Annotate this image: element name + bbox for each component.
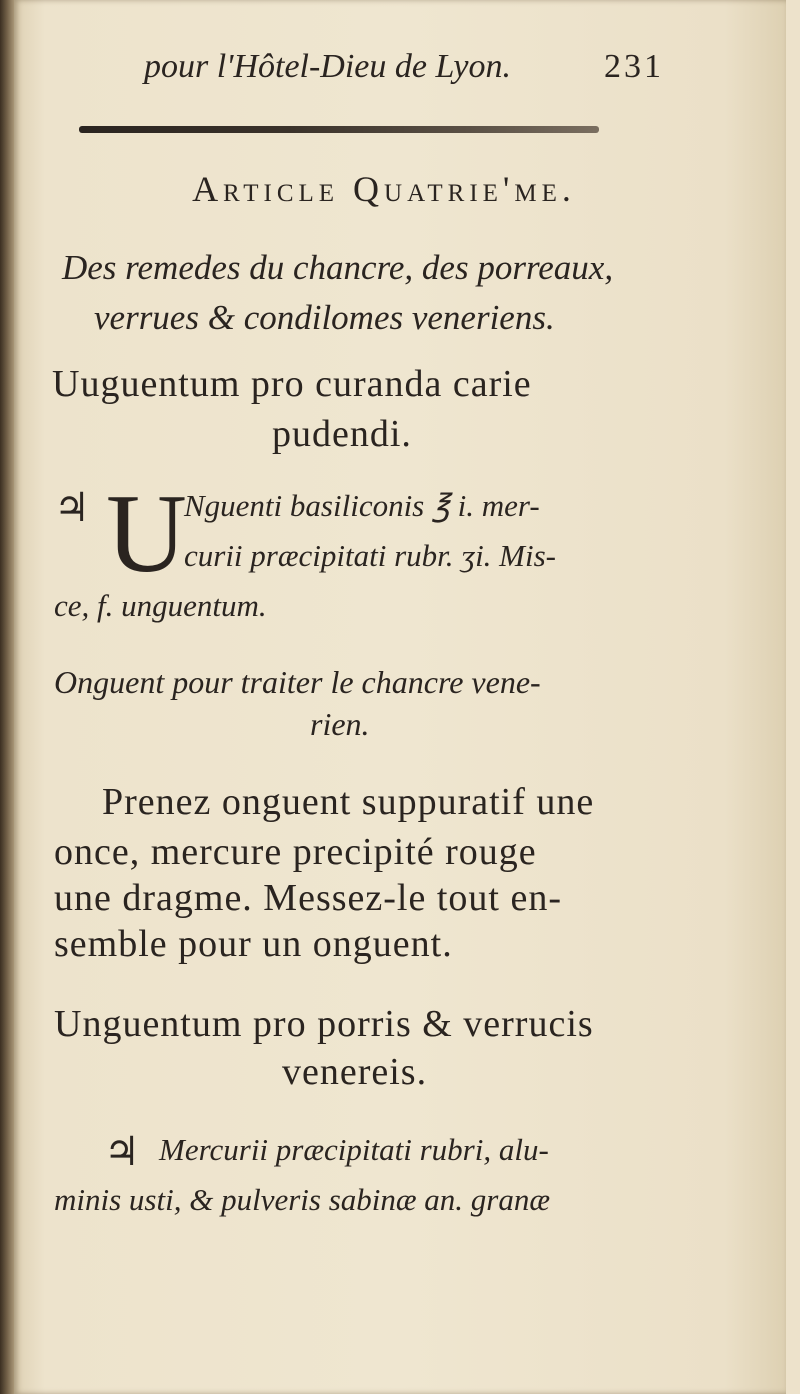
ornamental-rule [79,126,599,133]
book-page [14,0,786,1394]
recipe2-title-line-2: venereis. [282,1051,428,1093]
subtitle-line-1: Des remedes du chancre, des porreaux, [62,248,614,287]
recipe2-title-line-1: Unguentum pro porris & verrucis [54,1003,594,1045]
recipe2-line-2: minis usti, & pulveris sabinæ an. granæ [54,1182,551,1217]
recipe1-line-2: curii præcipitati rubr. ʒi. Mis- [184,538,556,573]
running-head [144,48,664,92]
recipe1-line-1: Nguenti basiliconis ℥ i. mer- [184,488,540,523]
french1-title-line-2: rien. [310,706,370,742]
running-title: pour l'Hôtel-Dieu de Lyon. [144,48,511,85]
french1-body-line-4: semble pour un onguent. [54,923,453,965]
jupiter-symbol-icon: ♃ [104,1129,140,1174]
recipe1-title-line-2: pudendi. [272,413,412,455]
subtitle-line-2: verrues & condilomes veneriens. [94,298,555,337]
jupiter-symbol-icon: ♃ [54,485,90,530]
french1-title-line-1: Onguent pour traiter le chancre vene- [54,664,541,700]
recipe1-line-3: ce, f. unguentum. [54,588,267,623]
recipe1-title-line-1: Uuguentum pro curanda carie [52,363,532,405]
french1-body-line-3: une dragme. Messez-le tout en- [54,877,562,919]
drop-cap-letter: U [106,472,187,596]
article-heading: Article Quatrie'me. [192,169,576,209]
french1-body-line-1: Prenez onguent suppuratif une [102,781,595,823]
page-number: 231 [604,48,664,85]
french1-body-line-2: once, mercure precipité rouge [54,831,537,873]
recipe2-line-1: Mercurii præcipitati rubri, alu- [159,1132,549,1167]
